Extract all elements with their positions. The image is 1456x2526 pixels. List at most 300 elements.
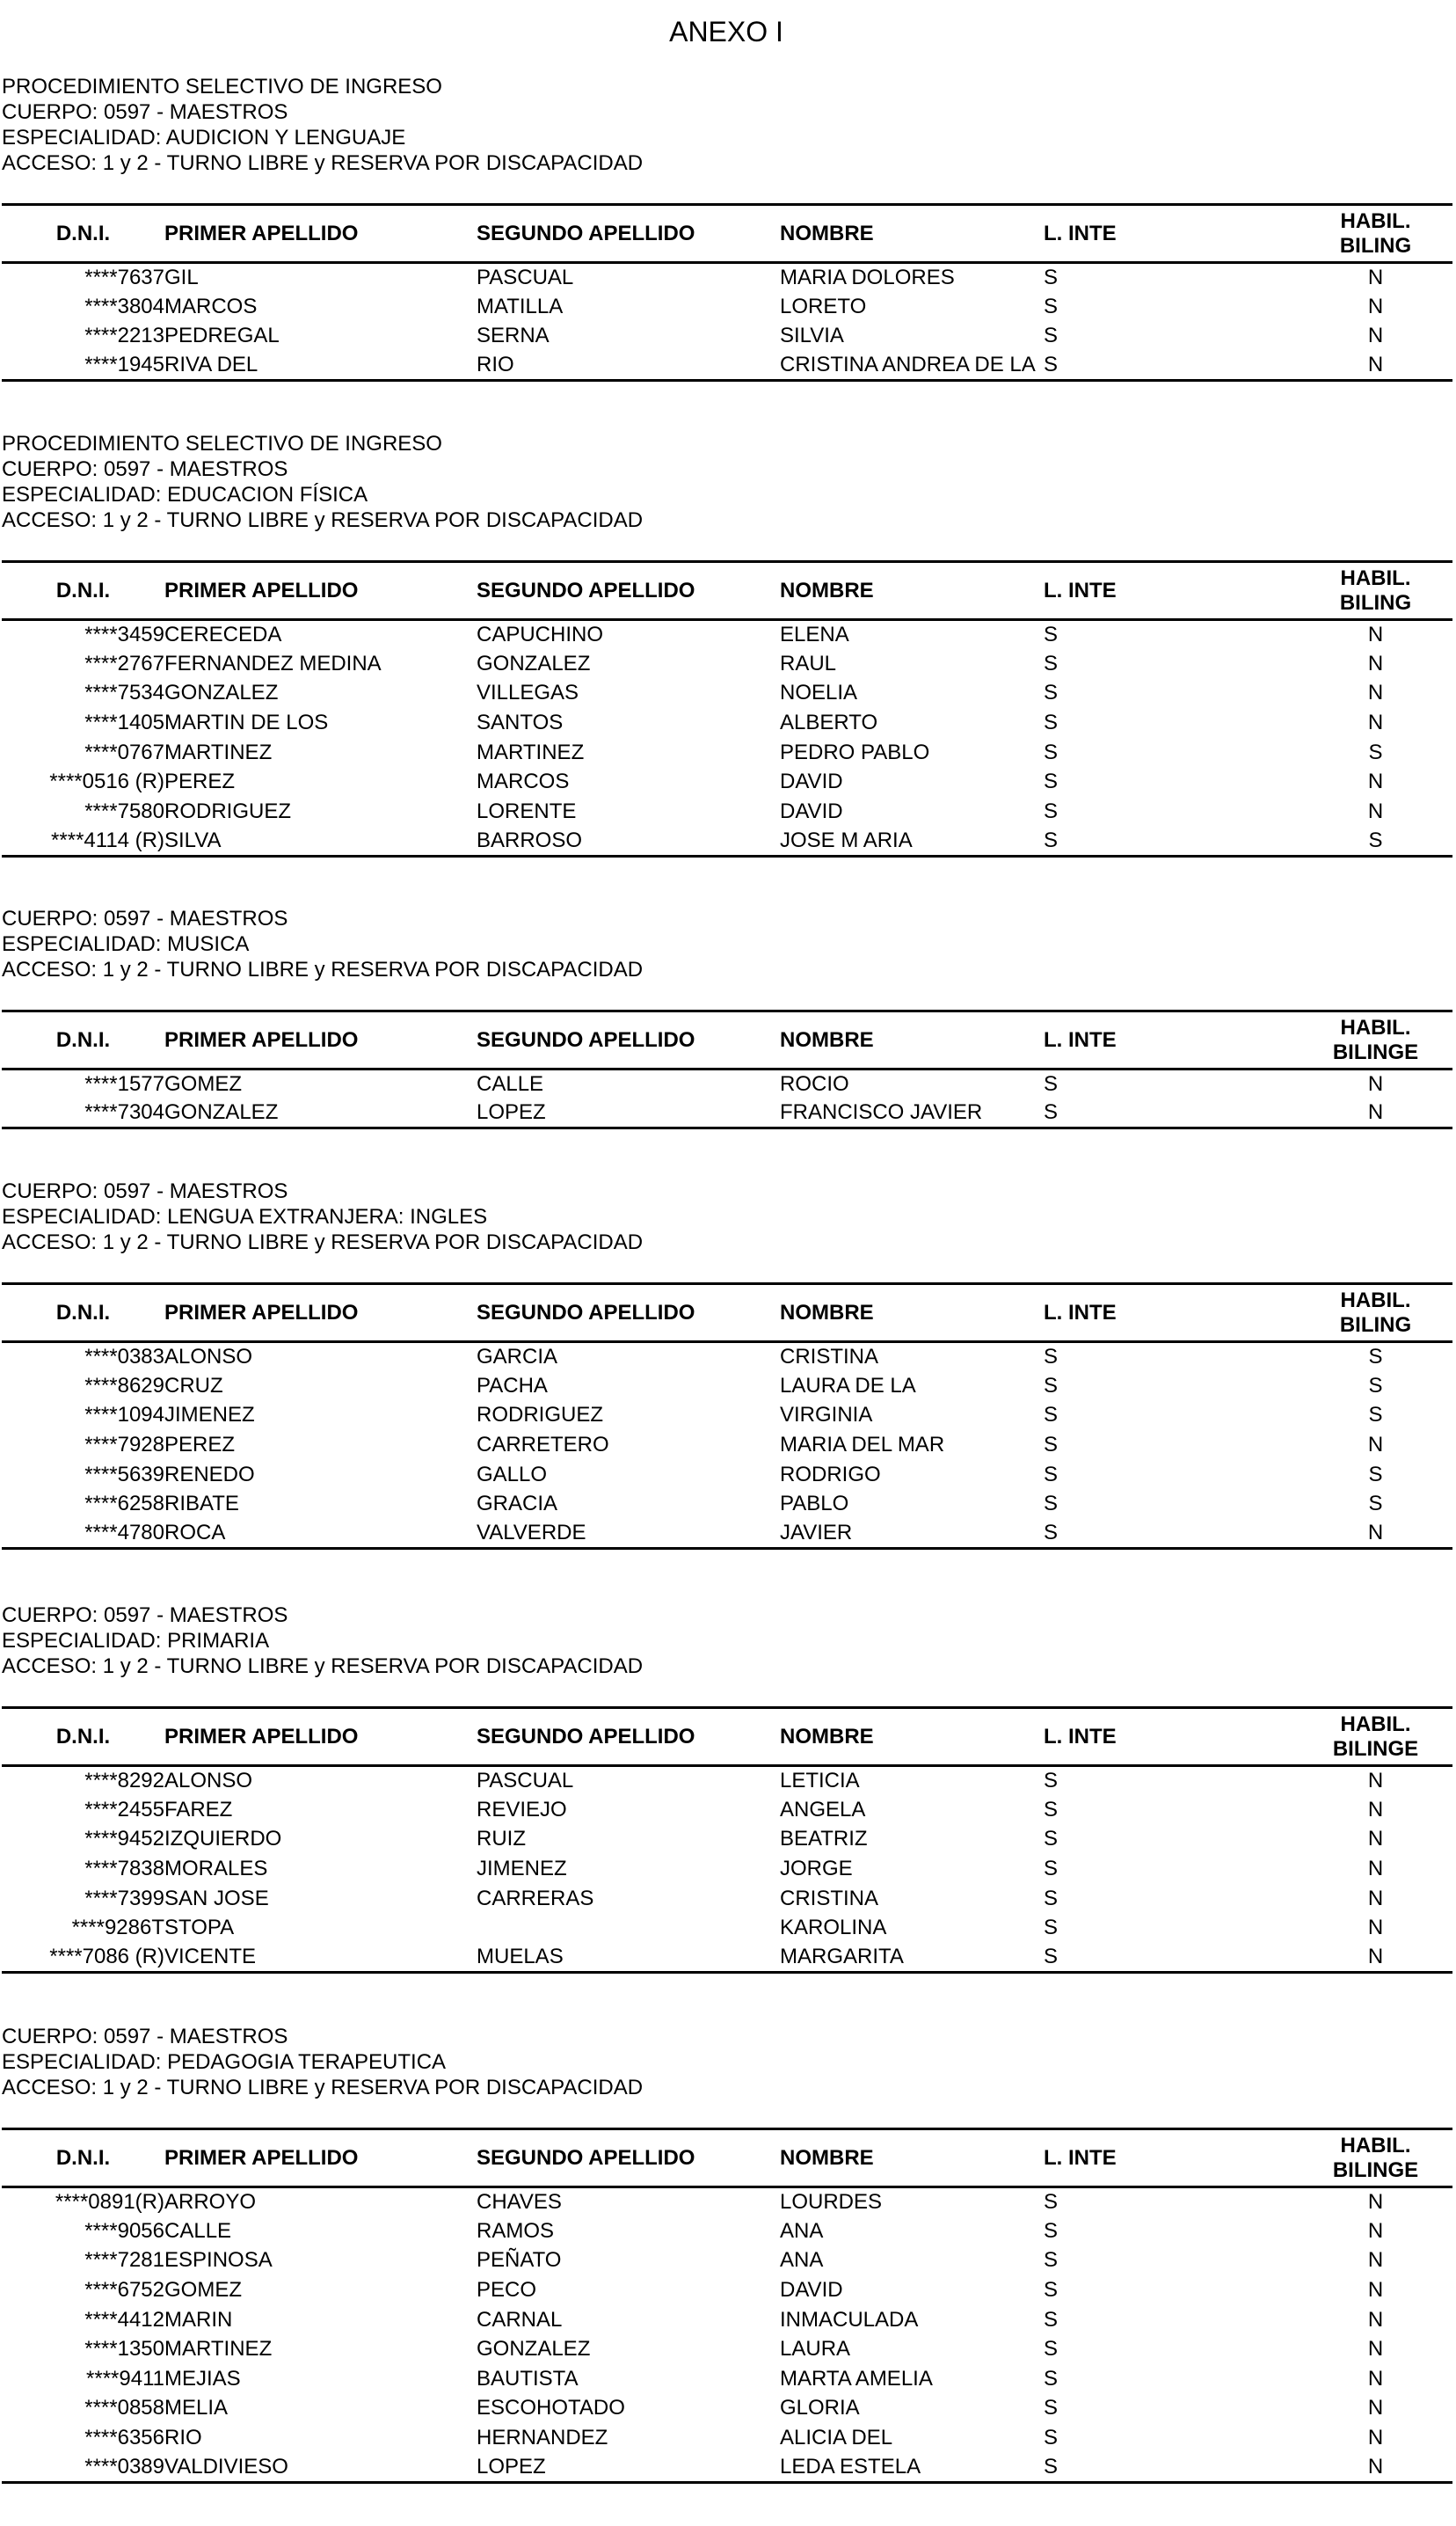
section-header	[0, 2024, 1456, 2100]
results-table	[2, 1282, 1452, 1550]
nombre-cell: MARGARITA	[780, 1945, 904, 1969]
biling-header-line: BILING	[1339, 1312, 1412, 1337]
habil-biling-cell: N	[1367, 1797, 1384, 1821]
nombre-cell: RAUL	[780, 651, 837, 675]
primer-apellido-column-header: PRIMER APELLIDO	[164, 578, 359, 602]
dni-cell: ****2767	[84, 651, 164, 675]
nombre-cell: ROCIO	[780, 1072, 849, 1097]
l-inte-cell: S	[1044, 1100, 1059, 1125]
table-row	[2, 1401, 1452, 1431]
nombre-cell: CRISTINA ANDREA DE LA	[780, 353, 1036, 377]
primer-apellido-column-header: PRIMER APELLIDO	[164, 1724, 359, 1748]
header-row	[2, 1708, 1452, 1766]
l-inte-cell: S	[1044, 1433, 1059, 1457]
segundo-apellido-cell: MUELAS	[477, 1945, 564, 1969]
table-row	[2, 2246, 1452, 2276]
nombre-cell: JAVIER	[780, 1521, 853, 1545]
dni-cell: ****0891(R)	[55, 2190, 164, 2215]
section-header-line: ESPECIALIDAD: LENGUA EXTRANJERA: INGLES	[2, 1205, 488, 1229]
segundo-apellido-cell: MATILLA	[477, 294, 564, 318]
nombre-cell: RODRIGO	[780, 1462, 881, 1486]
table-body	[2, 263, 1452, 381]
habil-biling-cell: N	[1367, 2248, 1384, 2273]
nombre-cell: VIRGINIA	[780, 1403, 873, 1427]
habil-biling-column-header	[1299, 2129, 1452, 2187]
table-body	[2, 1070, 1452, 1128]
habil-biling-cell: N	[1367, 324, 1384, 348]
dni-cell: ****0858	[84, 2396, 164, 2420]
nombre-cell: ANA	[780, 2248, 824, 2273]
l-inte-cell: S	[1044, 681, 1059, 705]
section-header-line: PROCEDIMIENTO SELECTIVO DE INGRESO	[2, 75, 442, 99]
dni-cell: ****0389	[84, 2454, 164, 2479]
l-inte-cell: S	[1044, 1373, 1059, 1398]
primer-apellido-cell: MEJIAS	[164, 2366, 241, 2391]
dni-cell: ****8629	[84, 1373, 164, 1398]
primer-apellido-cell: GONZALEZ	[164, 1100, 279, 1125]
header-row	[2, 562, 1452, 620]
nombre-cell: LOURDES	[780, 2190, 883, 2215]
nombre-cell: PABLO	[780, 1492, 849, 1516]
segundo-apellido-cell: HERNANDEZ	[477, 2426, 608, 2450]
habil-biling-cell: N	[1367, 2307, 1384, 2332]
l-inte-cell: S	[1044, 2426, 1059, 2450]
habil-biling-column-header	[1299, 1708, 1452, 1766]
table-row	[2, 1825, 1452, 1855]
habil-biling-cell: N	[1367, 1072, 1384, 1097]
l-inte-cell: S	[1044, 1769, 1059, 1793]
results-table	[2, 203, 1452, 382]
l-inte-cell: S	[1044, 2396, 1059, 2420]
l-inte-cell: S	[1044, 2307, 1059, 2332]
nombre-cell: ALICIA DEL	[780, 2426, 893, 2450]
table-row	[2, 827, 1452, 857]
dni-column-header: D.N.I.	[55, 2145, 111, 2170]
habil-header-line: HABIL.	[1340, 2133, 1411, 2157]
l-inte-column-header: L. INTE	[1044, 2145, 1117, 2170]
primer-apellido-cell: RENEDO	[164, 1462, 255, 1486]
l-inte-cell: S	[1044, 2337, 1059, 2362]
table-body	[2, 620, 1452, 857]
habil-biling-cell: N	[1367, 1769, 1384, 1793]
dni-cell: ****3459	[84, 623, 164, 647]
l-inte-cell: S	[1044, 1492, 1059, 1516]
segundo-apellido-cell: PEÑATO	[477, 2248, 562, 2273]
nombre-column-header: NOMBRE	[780, 1300, 874, 1325]
section-header	[0, 74, 1456, 176]
nombre-cell: INMACULADA	[780, 2307, 919, 2332]
section-header-line: ACCESO: 1 y 2 - TURNO LIBRE y RESERVA POR DISCAPACIDAD	[2, 1654, 644, 1678]
habil-biling-cell: N	[1367, 799, 1384, 823]
habil-biling-cell: N	[1367, 681, 1384, 705]
section-4	[0, 1179, 1456, 1550]
primer-apellido-column-header: PRIMER APELLIDO	[164, 2145, 359, 2170]
table-row	[2, 2305, 1452, 2335]
table-row	[2, 1884, 1452, 1914]
habil-biling-cell: N	[1367, 353, 1384, 377]
section-header-line: CUERPO: 0597 - MAESTROS	[2, 457, 288, 481]
primer-apellido-cell: CALLE	[164, 2218, 232, 2243]
nombre-cell: FRANCISCO JAVIER	[780, 1100, 983, 1125]
table-header	[2, 205, 1452, 263]
table-row	[2, 2187, 1452, 2217]
segundo-apellido-cell: BARROSO	[477, 828, 583, 852]
l-inte-cell: S	[1044, 770, 1059, 794]
dni-cell: ****7838	[84, 1857, 164, 1881]
segundo-apellido-column-header: SEGUNDO APELLIDO	[477, 1027, 695, 1052]
primer-apellido-cell: MELIA	[164, 2396, 229, 2420]
segundo-apellido-cell: GONZALEZ	[477, 2337, 591, 2362]
primer-apellido-cell: GONZALEZ	[164, 681, 279, 705]
table-row	[2, 1070, 1452, 1099]
segundo-apellido-cell: RIO	[477, 353, 514, 377]
habil-biling-cell: N	[1367, 2454, 1384, 2479]
segundo-apellido-cell: LOPEZ	[477, 1100, 546, 1125]
nombre-cell: LEDA ESTELA	[780, 2454, 921, 2479]
segundo-apellido-cell: ESCOHOTADO	[477, 2396, 625, 2420]
header-row	[2, 205, 1452, 263]
dni-cell: ****1350	[84, 2337, 164, 2362]
segundo-apellido-column-header: SEGUNDO APELLIDO	[477, 2145, 695, 2170]
results-table	[2, 560, 1452, 858]
nombre-cell: SILVIA	[780, 324, 844, 348]
habil-biling-cell: N	[1367, 770, 1384, 794]
biling-header-line: BILING	[1339, 233, 1412, 258]
table-row	[2, 797, 1452, 827]
primer-apellido-column-header: PRIMER APELLIDO	[164, 1027, 359, 1052]
l-inte-cell: S	[1044, 651, 1059, 675]
table-row	[2, 1342, 1452, 1372]
section-header-line: ESPECIALIDAD: PEDAGOGIA TERAPEUTICA	[2, 2050, 447, 2074]
habil-biling-cell: N	[1367, 1100, 1384, 1125]
dni-cell: ****7580	[84, 799, 164, 823]
section-header-line: PROCEDIMIENTO SELECTIVO DE INGRESO	[2, 432, 442, 456]
habil-biling-cell: N	[1367, 1433, 1384, 1457]
segundo-apellido-cell: CARRETERO	[477, 1433, 609, 1457]
table-row	[2, 620, 1452, 650]
primer-apellido-cell: RIBATE	[164, 1492, 239, 1516]
table-row	[2, 2394, 1452, 2424]
dni-cell: ****2213	[84, 324, 164, 348]
biling-header-line: BILINGE	[1332, 1040, 1419, 1064]
primer-apellido-cell: MORALES	[164, 1857, 268, 1881]
l-inte-cell: S	[1044, 324, 1059, 348]
dni-cell: ****7928	[84, 1433, 164, 1457]
table-row	[2, 2423, 1452, 2453]
results-table	[2, 1010, 1452, 1129]
dni-cell: ****1405	[84, 711, 164, 735]
section-header-line: CUERPO: 0597 - MAESTROS	[2, 1603, 288, 1627]
habil-biling-cell: N	[1367, 1916, 1384, 1940]
primer-apellido-column-header: PRIMER APELLIDO	[164, 1300, 359, 1325]
dni-cell: ****7534	[84, 681, 164, 705]
habil-biling-column-header	[1299, 205, 1452, 263]
habil-biling-cell: N	[1367, 2190, 1384, 2215]
nombre-cell: JOSE M ARIA	[780, 828, 913, 852]
table-row	[2, 649, 1452, 679]
l-inte-cell: S	[1044, 266, 1059, 290]
table-row	[2, 1854, 1452, 1884]
biling-header-line: BILINGE	[1332, 1736, 1419, 1761]
habil-biling-cell: N	[1367, 711, 1384, 735]
dni-cell: ****6356	[84, 2426, 164, 2450]
segundo-apellido-cell: RODRIGUEZ	[477, 1403, 603, 1427]
dni-cell: ****4780	[84, 1521, 164, 1545]
nombre-column-header: NOMBRE	[780, 2145, 874, 2170]
primer-apellido-cell: GIL	[164, 266, 199, 290]
nombre-column-header: NOMBRE	[780, 578, 874, 602]
primer-apellido-cell: VICENTE	[164, 1945, 257, 1969]
segundo-apellido-cell: SANTOS	[477, 711, 564, 735]
habil-header-line: HABIL.	[1340, 1712, 1411, 1736]
segundo-apellido-cell: CALLE	[477, 1072, 544, 1097]
nombre-cell: CRISTINA	[780, 1886, 879, 1910]
table-row	[2, 1943, 1452, 1973]
header-row	[2, 2129, 1452, 2187]
section-header	[0, 1179, 1456, 1255]
l-inte-column-header: L. INTE	[1044, 578, 1117, 602]
segundo-apellido-column-header: SEGUNDO APELLIDO	[477, 578, 695, 602]
habil-biling-cell: N	[1367, 2366, 1384, 2391]
dni-cell: ****8292	[84, 1769, 164, 1793]
primer-apellido-cell: SAN JOSE	[164, 1886, 269, 1910]
segundo-apellido-cell: SERNA	[477, 324, 550, 348]
nombre-cell: ALBERTO	[780, 711, 878, 735]
habil-biling-cell: N	[1367, 2337, 1384, 2362]
section-header	[0, 431, 1456, 533]
section-header-line: ESPECIALIDAD: AUDICION Y LENGUAJE	[2, 126, 406, 150]
habil-biling-cell: N	[1367, 1886, 1384, 1910]
l-inte-cell: S	[1044, 2190, 1059, 2215]
nombre-cell: LETICIA	[780, 1769, 860, 1793]
table-row	[2, 708, 1452, 738]
l-inte-cell: S	[1044, 1521, 1059, 1545]
nombre-cell: LAURA DE LA	[780, 1373, 916, 1398]
l-inte-cell: S	[1044, 1403, 1059, 1427]
dni-cell: ****0516 (R)	[49, 770, 164, 794]
habil-biling-cell: N	[1367, 294, 1384, 318]
table-header	[2, 1708, 1452, 1766]
segundo-apellido-cell: CARRERAS	[477, 1886, 594, 1910]
nombre-cell: GLORIA	[780, 2396, 860, 2420]
primer-apellido-cell: FERNANDEZ MEDINA	[164, 651, 382, 675]
l-inte-cell: S	[1044, 2218, 1059, 2243]
dni-cell: ****6258	[84, 1492, 164, 1516]
nombre-cell: LORETO	[780, 294, 867, 318]
segundo-apellido-cell: GRACIA	[477, 1492, 558, 1516]
l-inte-cell: S	[1044, 294, 1059, 318]
habil-header-line: HABIL.	[1340, 1015, 1411, 1040]
section-header-line: ESPECIALIDAD: PRIMARIA	[2, 1629, 270, 1653]
segundo-apellido-cell: CARNAL	[477, 2307, 563, 2332]
primer-apellido-cell: MARCOS	[164, 294, 258, 318]
table-row	[2, 2275, 1452, 2305]
nombre-cell: DAVID	[780, 799, 843, 823]
section-3	[0, 906, 1456, 1129]
nombre-cell: PEDRO PABLO	[780, 740, 930, 764]
nombre-cell: DAVID	[780, 770, 843, 794]
l-inte-cell: S	[1044, 623, 1059, 647]
l-inte-cell: S	[1044, 2454, 1059, 2479]
l-inte-column-header: L. INTE	[1044, 221, 1117, 245]
nombre-column-header: NOMBRE	[780, 221, 874, 245]
habil-header-line: HABIL.	[1340, 1288, 1411, 1312]
title-text: ANEXO I	[669, 16, 783, 47]
segundo-apellido-cell: VALVERDE	[477, 1521, 586, 1545]
primer-apellido-cell: IZQUIERDO	[164, 1827, 282, 1851]
habil-biling-cell: N	[1367, 651, 1384, 675]
primer-apellido-cell: RIO	[164, 2426, 202, 2450]
habil-biling-cell: N	[1367, 2218, 1384, 2243]
header-row	[2, 1011, 1452, 1070]
table-header	[2, 2129, 1452, 2187]
section-header-line: ACCESO: 1 y 2 - TURNO LIBRE y RESERVA POR DISCAPACIDAD	[2, 151, 644, 175]
dni-cell: ****6752	[84, 2278, 164, 2303]
dni-cell: ****1577	[84, 1072, 164, 1097]
section-6	[0, 2024, 1456, 2484]
table-row	[2, 2453, 1452, 2483]
section-header	[0, 1602, 1456, 1679]
l-inte-column-header: L. INTE	[1044, 1724, 1117, 1748]
l-inte-cell: S	[1044, 1345, 1059, 1369]
dni-cell: ****7281	[84, 2248, 164, 2273]
segundo-apellido-cell: PASCUAL	[477, 1769, 574, 1793]
section-header-line: CUERPO: 0597 - MAESTROS	[2, 100, 288, 124]
primer-apellido-cell: ROCA	[164, 1521, 226, 1545]
table-header	[2, 562, 1452, 620]
habil-biling-cell: S	[1368, 1345, 1383, 1369]
dni-cell: ****0383	[84, 1345, 164, 1369]
table-row	[2, 2364, 1452, 2394]
l-inte-column-header: L. INTE	[1044, 1300, 1117, 1325]
table-row	[2, 351, 1452, 381]
habil-header-line: HABIL.	[1340, 208, 1411, 233]
segundo-apellido-cell: GARCIA	[477, 1345, 558, 1369]
table-body	[2, 1342, 1452, 1549]
habil-biling-cell: S	[1368, 1403, 1383, 1427]
dni-cell: ****7086 (R)	[49, 1945, 164, 1969]
table-row	[2, 263, 1452, 293]
l-inte-cell: S	[1044, 740, 1059, 764]
primer-apellido-cell: MARIN	[164, 2307, 233, 2332]
nombre-cell: MARTA AMELIA	[780, 2366, 933, 2391]
dni-cell: ****1094	[84, 1403, 164, 1427]
section-header-line: ACCESO: 1 y 2 - TURNO LIBRE y RESERVA POR DISCAPACIDAD	[2, 1230, 644, 1254]
table-row	[2, 1795, 1452, 1825]
table-row	[2, 738, 1452, 768]
primer-apellido-cell: ALONSO	[164, 1769, 253, 1793]
section-header-line: CUERPO: 0597 - MAESTROS	[2, 907, 288, 931]
l-inte-cell: S	[1044, 2248, 1059, 2273]
header-row	[2, 1284, 1452, 1342]
dni-cell: ****7637	[84, 266, 164, 290]
primer-apellido-cell: MARTINEZ	[164, 740, 273, 764]
l-inte-cell: S	[1044, 1945, 1059, 1969]
primer-apellido-cell: GOMEZ	[164, 2278, 242, 2303]
dni-cell: ****4412	[84, 2307, 164, 2332]
l-inte-cell: S	[1044, 1827, 1059, 1851]
nombre-cell: MARIA DOLORES	[780, 266, 955, 290]
nombre-cell: ELENA	[780, 623, 849, 647]
section-header-line: CUERPO: 0597 - MAESTROS	[2, 1179, 288, 1203]
l-inte-cell: S	[1044, 1857, 1059, 1881]
primer-apellido-cell: GOMEZ	[164, 1072, 242, 1097]
habil-biling-cell: S	[1368, 1462, 1383, 1486]
segundo-apellido-cell: REVIEJO	[477, 1797, 567, 1821]
dni-column-header: D.N.I.	[55, 1027, 111, 1052]
habil-biling-cell: N	[1367, 2396, 1384, 2420]
dni-cell: ****4114 (R)	[51, 828, 164, 852]
segundo-apellido-column-header: SEGUNDO APELLIDO	[477, 1300, 695, 1325]
habil-biling-cell: N	[1367, 2426, 1384, 2450]
l-inte-cell: S	[1044, 1797, 1059, 1821]
dni-column-header: D.N.I.	[55, 221, 111, 245]
habil-biling-cell: N	[1367, 1521, 1384, 1545]
segundo-apellido-cell: LORENTE	[477, 799, 577, 823]
habil-biling-cell: S	[1368, 1373, 1383, 1398]
table-row	[2, 1371, 1452, 1401]
segundo-apellido-cell: CAPUCHINO	[477, 623, 604, 647]
section-header-line: ACCESO: 1 y 2 - TURNO LIBRE y RESERVA POR DISCAPACIDAD	[2, 508, 644, 532]
section-2	[0, 431, 1456, 858]
primer-apellido-cell: ALONSO	[164, 1345, 253, 1369]
segundo-apellido-cell	[477, 1913, 780, 1943]
segundo-apellido-column-header: SEGUNDO APELLIDO	[477, 221, 695, 245]
habil-biling-cell: N	[1367, 623, 1384, 647]
segundo-apellido-cell: PASCUAL	[477, 266, 574, 290]
segundo-apellido-cell: PECO	[477, 2278, 537, 2303]
nombre-cell: DAVID	[780, 2278, 843, 2303]
results-table	[2, 2128, 1452, 2484]
nombre-cell: CRISTINA	[780, 1345, 879, 1369]
table-body	[2, 1766, 1452, 1973]
primer-apellido-cell: RIVA DEL	[164, 353, 258, 377]
nombre-cell: ANGELA	[780, 1797, 866, 1821]
nombre-cell: LAURA	[780, 2337, 851, 2362]
section-1	[0, 74, 1456, 382]
primer-apellido-cell: SILVA	[164, 828, 222, 852]
table-row	[2, 1519, 1452, 1549]
dni-cell: ****9411	[86, 2366, 164, 2391]
dni-cell: ****7399	[84, 1886, 164, 1910]
habil-biling-cell: N	[1367, 1857, 1384, 1881]
habil-biling-cell: S	[1368, 1492, 1383, 1516]
l-inte-cell: S	[1044, 1072, 1059, 1097]
segundo-apellido-cell: LOPEZ	[477, 2454, 546, 2479]
table-body	[2, 2187, 1452, 2483]
table-row	[2, 292, 1452, 322]
primer-apellido-cell: STOPA	[164, 1916, 235, 1940]
habil-biling-cell: N	[1367, 1945, 1384, 1969]
nombre-column-header: NOMBRE	[780, 1027, 874, 1052]
segundo-apellido-cell: CHAVES	[477, 2190, 562, 2215]
dni-column-header: D.N.I.	[55, 578, 111, 602]
section-header-line: ACCESO: 1 y 2 - TURNO LIBRE y RESERVA POR DISCAPACIDAD	[2, 958, 644, 982]
primer-apellido-column-header: PRIMER APELLIDO	[164, 221, 359, 245]
l-inte-cell: S	[1044, 353, 1059, 377]
segundo-apellido-cell: BAUTISTA	[477, 2366, 579, 2391]
dni-cell: ****1945	[84, 353, 164, 377]
table-row	[2, 322, 1452, 352]
l-inte-cell: S	[1044, 1916, 1059, 1940]
segundo-apellido-cell: MARCOS	[477, 770, 570, 794]
habil-biling-cell: N	[1367, 2278, 1384, 2303]
table-row	[2, 1489, 1452, 1519]
primer-apellido-cell: MARTINEZ	[164, 2337, 273, 2362]
primer-apellido-cell: JIMENEZ	[164, 1403, 255, 1427]
table-row	[2, 1430, 1452, 1460]
dni-cell: ****9452	[84, 1827, 164, 1851]
